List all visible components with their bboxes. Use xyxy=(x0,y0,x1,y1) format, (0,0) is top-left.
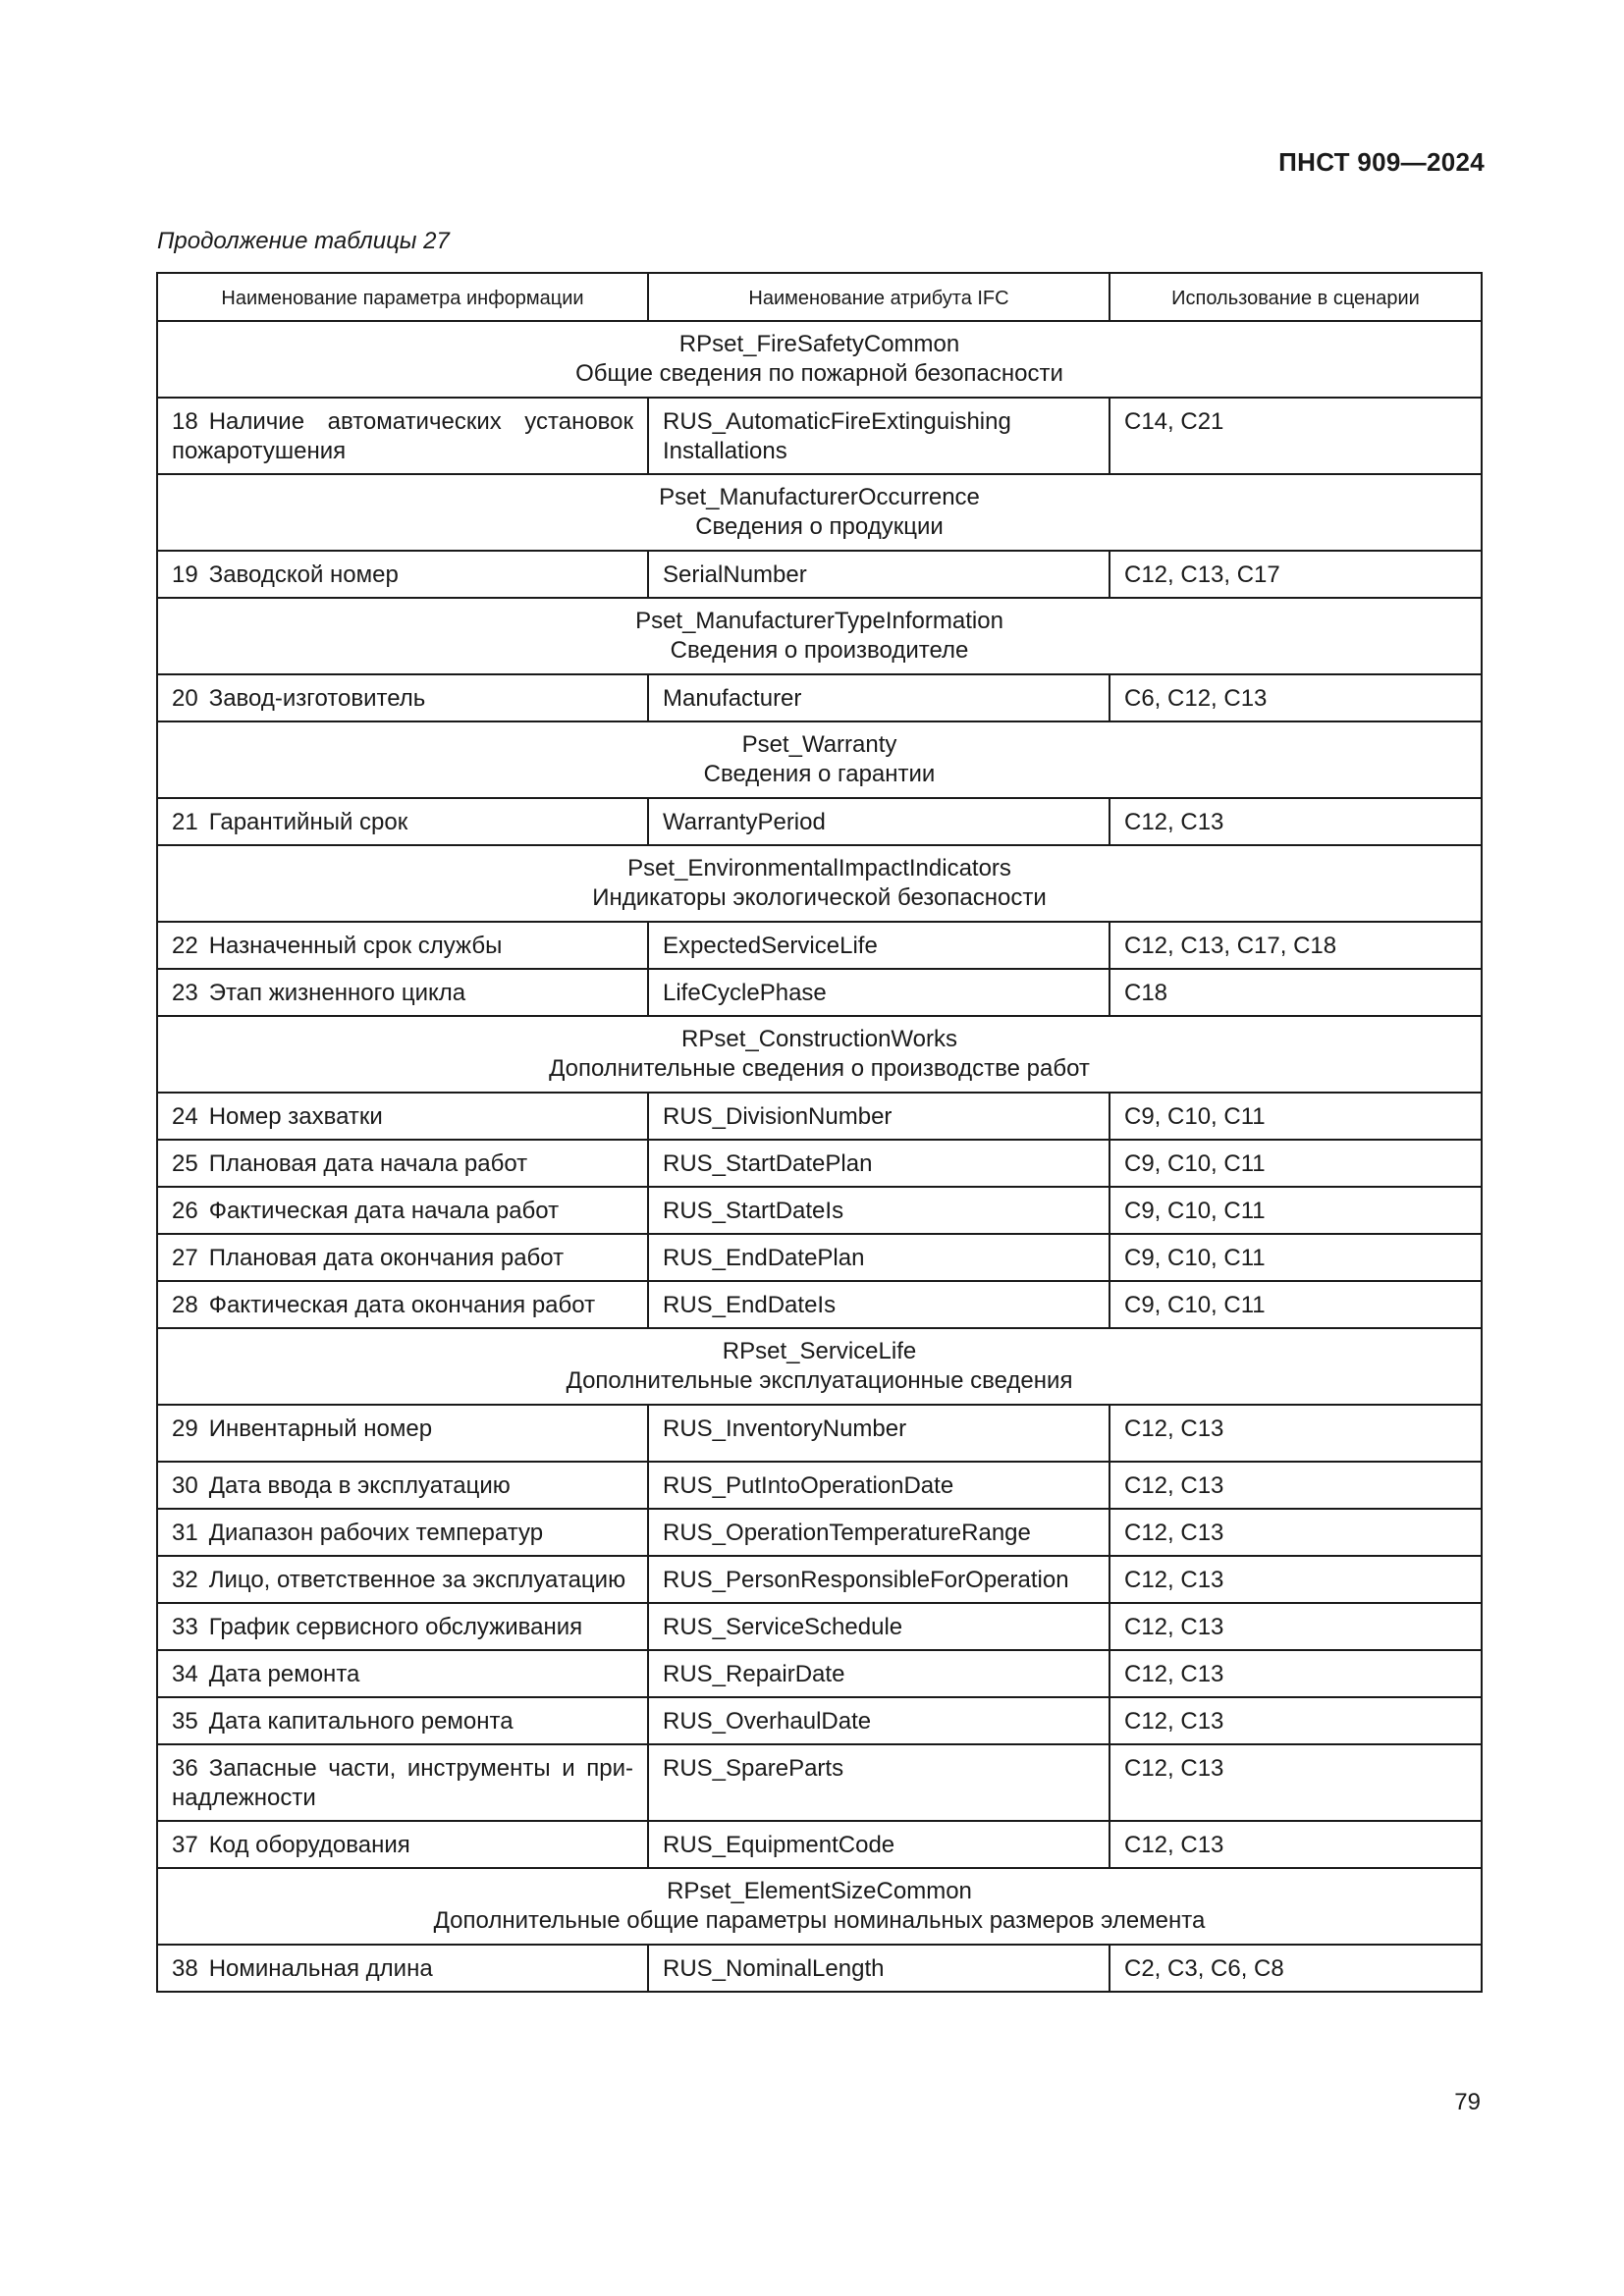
parameter-name: Заводской номер xyxy=(208,561,399,588)
ifc-attribute-cell: RUS_RepairDate xyxy=(648,1650,1110,1697)
ifc-attribute-cell: RUS_EquipmentCode xyxy=(648,1821,1110,1868)
scenario-cell: C18 xyxy=(1110,969,1482,1016)
group-header-row xyxy=(157,598,1482,674)
scenario-cell: C9, C10, C11 xyxy=(1110,1234,1482,1281)
parameter-number: 23 xyxy=(172,980,198,1006)
parameter-cell xyxy=(157,1234,648,1281)
parameter-cell xyxy=(157,1281,648,1328)
property-set-name: RPset_ElementSizeCommon xyxy=(667,1878,972,1904)
property-set-cell xyxy=(157,721,1482,798)
property-set-name: RPset_ConstructionWorks xyxy=(681,1026,957,1052)
ifc-attribute-cell: RUS_StartDatePlan xyxy=(648,1140,1110,1187)
ifc-attribute-cell: SerialNumber xyxy=(648,551,1110,598)
parameter-name: Плановая дата начала работ xyxy=(208,1150,528,1177)
property-set-description: Дополнительные эксплуатационные сведения xyxy=(566,1367,1073,1394)
property-set-cell xyxy=(157,1016,1482,1093)
parameter-name: Диапазон рабочих температур xyxy=(208,1520,544,1546)
ifc-attribute-cell: RUS_PersonResponsibleForOperation xyxy=(648,1556,1110,1603)
table-row xyxy=(157,1821,1482,1868)
group-header-row xyxy=(157,321,1482,398)
parameter-cell xyxy=(157,551,648,598)
parameter-number: 33 xyxy=(172,1614,198,1640)
page-number: 79 xyxy=(1454,2089,1481,2115)
parameter-number: 34 xyxy=(172,1661,198,1687)
ifc-attribute-cell: RUS_DivisionNumber xyxy=(648,1093,1110,1140)
parameter-cell xyxy=(157,1462,648,1509)
scenario-cell: C12, C13 xyxy=(1110,1603,1482,1650)
group-header-row xyxy=(157,1868,1482,1945)
table-row xyxy=(157,1405,1482,1462)
group-header-row xyxy=(157,721,1482,798)
parameter-number: 38 xyxy=(172,1955,198,1982)
parameter-cell xyxy=(157,1650,648,1697)
parameter-number: 20 xyxy=(172,685,198,712)
parameter-name: Назначенный срок службы xyxy=(208,933,503,959)
parameter-number: 25 xyxy=(172,1150,198,1177)
parameter-name: Наличие автоматических установок пожаротушения xyxy=(172,408,633,464)
table-row xyxy=(157,1093,1482,1140)
ifc-attribute-cell: WarrantyPeriod xyxy=(648,798,1110,845)
parameter-cell xyxy=(157,1405,648,1462)
parameter-number: 28 xyxy=(172,1292,198,1318)
parameter-number: 19 xyxy=(172,561,198,588)
property-set-name: Pset_EnvironmentalImpactIndicators xyxy=(627,855,1011,881)
ifc-attribute-cell: RUS_SpareParts xyxy=(648,1744,1110,1821)
scenario-cell: C14, C21 xyxy=(1110,398,1482,474)
parameter-name: График сервисного обслуживания xyxy=(208,1614,583,1640)
parameter-name: Дата ввода в эксплуатацию xyxy=(208,1472,511,1499)
parameter-name: Инвентарный номер xyxy=(208,1415,433,1442)
property-set-cell xyxy=(157,1328,1482,1405)
scenario-cell: C12, C13, C17 xyxy=(1110,551,1482,598)
ifc-attribute-cell: RUS_EndDatePlan xyxy=(648,1234,1110,1281)
scenario-cell: C12, C13 xyxy=(1110,1650,1482,1697)
parameter-cell xyxy=(157,1187,648,1234)
table-row xyxy=(157,1509,1482,1556)
group-header-row xyxy=(157,474,1482,551)
ifc-attribute-cell: Manufacturer xyxy=(648,674,1110,721)
group-header-row xyxy=(157,1328,1482,1405)
table-header-row xyxy=(157,273,1482,321)
parameter-name: Завод-изготовитель xyxy=(208,685,426,712)
parameter-number: 21 xyxy=(172,809,198,835)
ifc-attribute-cell: RUS_PutIntoOperationDate xyxy=(648,1462,1110,1509)
table-row xyxy=(157,1945,1482,1992)
parameter-name: Номинальная длина xyxy=(208,1955,433,1982)
property-set-description: Индикаторы экологической безопасности xyxy=(592,884,1047,911)
scenario-cell: C12, C13 xyxy=(1110,1405,1482,1462)
table-body xyxy=(157,321,1482,1992)
scenario-cell: C9, C10, C11 xyxy=(1110,1093,1482,1140)
parameter-number: 18 xyxy=(172,408,198,435)
table-row xyxy=(157,922,1482,969)
ifc-attribute-cell: RUS_ServiceSchedule xyxy=(648,1603,1110,1650)
parameter-name: Этап жизненного цикла xyxy=(208,980,466,1006)
property-set-description: Сведения о производителе xyxy=(670,637,969,664)
property-set-name: Pset_Warranty xyxy=(741,731,897,758)
scenario-cell: C12, C13 xyxy=(1110,1744,1482,1821)
parameter-cell xyxy=(157,1744,648,1821)
parameter-name: Запасные части, инструменты и при-надлежности xyxy=(172,1755,633,1811)
table-row xyxy=(157,1281,1482,1328)
table-row xyxy=(157,1234,1482,1281)
property-set-description: Сведения о гарантии xyxy=(703,761,936,787)
table-row xyxy=(157,1744,1482,1821)
parameter-name: Гарантийный срок xyxy=(208,809,408,835)
ifc-attribute-cell: RUS_AutomaticFireExtinguishing Installations xyxy=(648,398,1110,474)
parameter-name: Плановая дата окончания работ xyxy=(208,1245,565,1271)
parameter-name: Код оборудования xyxy=(208,1832,410,1858)
parameter-cell xyxy=(157,969,648,1016)
parameter-name: Лицо, ответственное за эксплуатацию xyxy=(208,1567,626,1593)
parameter-number: 26 xyxy=(172,1198,198,1224)
column-header-scenario: Использование в сценарии xyxy=(1110,273,1482,321)
ifc-attribute-cell: RUS_EndDateIs xyxy=(648,1281,1110,1328)
table-row xyxy=(157,1556,1482,1603)
table-row xyxy=(157,969,1482,1016)
parameter-cell xyxy=(157,1821,648,1868)
ifc-attribute-cell: RUS_NominalLength xyxy=(648,1945,1110,1992)
property-set-name: RPset_ServiceLife xyxy=(722,1338,917,1364)
ifc-attribute-cell: RUS_OperationTemperatureRange xyxy=(648,1509,1110,1556)
property-set-cell xyxy=(157,474,1482,551)
table-row xyxy=(157,1140,1482,1187)
scenario-cell: C12, C13 xyxy=(1110,1509,1482,1556)
parameter-number: 29 xyxy=(172,1415,198,1442)
property-set-cell xyxy=(157,1868,1482,1945)
parameter-number: 30 xyxy=(172,1472,198,1499)
parameter-number: 22 xyxy=(172,933,198,959)
scenario-cell: C9, C10, C11 xyxy=(1110,1281,1482,1328)
parameter-name: Фактическая дата начала работ xyxy=(208,1198,560,1224)
scenario-cell: C12, C13 xyxy=(1110,1821,1482,1868)
ifc-attribute-cell: RUS_StartDateIs xyxy=(648,1187,1110,1234)
table-row xyxy=(157,398,1482,474)
column-header-ifc-attribute: Наименование атрибута IFC xyxy=(648,273,1110,321)
table-row xyxy=(157,1697,1482,1744)
scenario-cell: C9, C10, C11 xyxy=(1110,1187,1482,1234)
parameter-cell xyxy=(157,922,648,969)
parameter-number: 35 xyxy=(172,1708,198,1735)
parameter-name: Дата ремонта xyxy=(208,1661,360,1687)
parameter-name: Дата капитального ремонта xyxy=(208,1708,514,1735)
property-set-description: Дополнительные сведения о производстве работ xyxy=(549,1055,1090,1082)
ifc-attribute-cell: LifeCyclePhase xyxy=(648,969,1110,1016)
parameter-cell xyxy=(157,798,648,845)
table-row xyxy=(157,551,1482,598)
table-row xyxy=(157,1650,1482,1697)
scenario-cell: C12, C13, C17, C18 xyxy=(1110,922,1482,969)
parameter-number: 36 xyxy=(172,1755,198,1782)
ifc-attribute-cell: RUS_OverhaulDate xyxy=(648,1697,1110,1744)
property-set-cell xyxy=(157,598,1482,674)
table-row xyxy=(157,674,1482,721)
parameter-cell xyxy=(157,398,648,474)
ifc-attribute-cell: ExpectedServiceLife xyxy=(648,922,1110,969)
parameter-cell xyxy=(157,1556,648,1603)
parameter-cell xyxy=(157,1945,648,1992)
parameters-table xyxy=(156,272,1483,1993)
scenario-cell: C12, C13 xyxy=(1110,1697,1482,1744)
parameter-number: 32 xyxy=(172,1567,198,1593)
document-code: ПНСТ 909—2024 xyxy=(1278,147,1485,177)
property-set-description: Дополнительные общие параметры номинальных размеров элемента xyxy=(433,1907,1206,1934)
parameter-cell xyxy=(157,1603,648,1650)
group-header-row xyxy=(157,1016,1482,1093)
parameter-name: Фактическая дата окончания работ xyxy=(208,1292,596,1318)
column-header-parameter: Наименование параметра информации xyxy=(157,273,648,321)
property-set-cell xyxy=(157,845,1482,922)
group-header-row xyxy=(157,845,1482,922)
property-set-cell xyxy=(157,321,1482,398)
parameter-name: Номер захватки xyxy=(208,1103,383,1130)
parameter-number: 27 xyxy=(172,1245,198,1271)
property-set-name: Pset_ManufacturerOccurrence xyxy=(659,484,980,510)
scenario-cell: C12, C13 xyxy=(1110,798,1482,845)
property-set-name: Pset_ManufacturerTypeInformation xyxy=(635,608,1003,634)
table-row xyxy=(157,1187,1482,1234)
property-set-description: Общие сведения по пожарной безопасности xyxy=(575,360,1063,387)
parameter-cell xyxy=(157,1140,648,1187)
parameter-cell xyxy=(157,674,648,721)
table-caption: Продолжение таблицы 27 xyxy=(157,228,450,254)
parameter-number: 37 xyxy=(172,1832,198,1858)
scenario-cell: C9, C10, C11 xyxy=(1110,1140,1482,1187)
scenario-cell: C12, C13 xyxy=(1110,1556,1482,1603)
scenario-cell: C12, C13 xyxy=(1110,1462,1482,1509)
parameter-number: 31 xyxy=(172,1520,198,1546)
table-row xyxy=(157,1462,1482,1509)
scenario-cell: C2, C3, C6, C8 xyxy=(1110,1945,1482,1992)
scenario-cell: C6, C12, C13 xyxy=(1110,674,1482,721)
property-set-name: RPset_FireSafetyCommon xyxy=(678,331,960,357)
parameter-cell xyxy=(157,1697,648,1744)
table-row xyxy=(157,1603,1482,1650)
table-row xyxy=(157,798,1482,845)
parameter-cell xyxy=(157,1509,648,1556)
ifc-attribute-cell: RUS_InventoryNumber xyxy=(648,1405,1110,1462)
parameter-cell xyxy=(157,1093,648,1140)
property-set-description: Сведения о продукции xyxy=(695,513,944,540)
parameter-number: 24 xyxy=(172,1103,198,1130)
